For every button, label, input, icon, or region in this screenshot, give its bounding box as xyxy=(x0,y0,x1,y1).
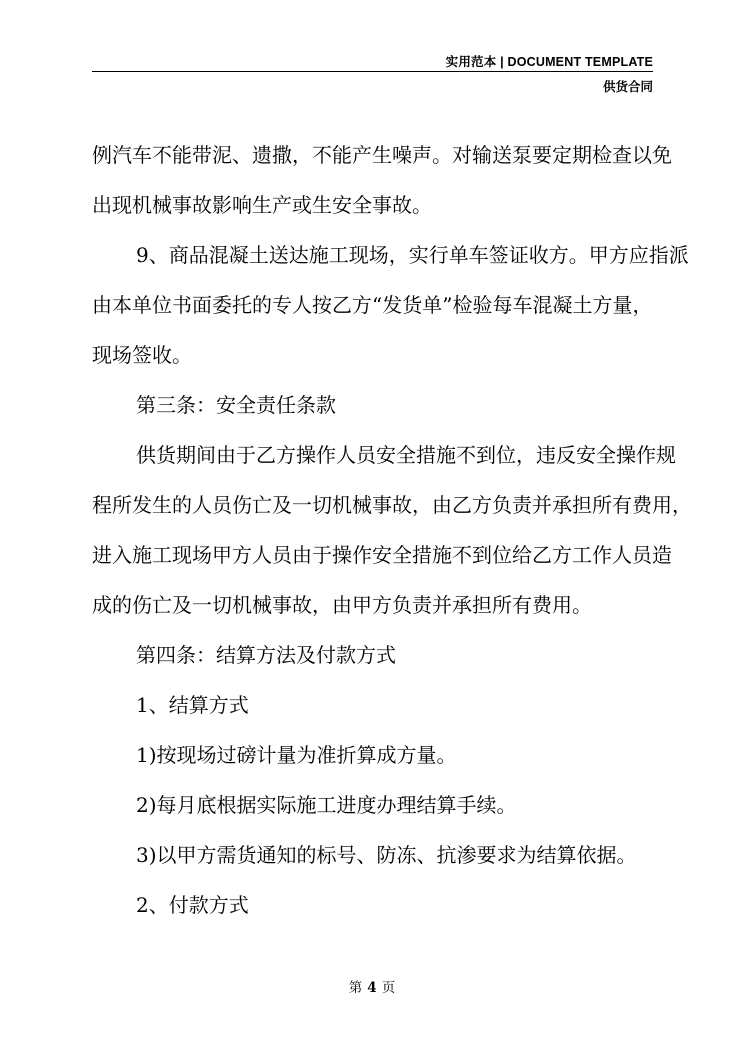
body-line-8: 程所发生的人员伤亡及一切机械事故，由乙方负责并承担所有费用， xyxy=(92,493,692,517)
page-footer xyxy=(0,976,744,996)
body-line-9: 进入施工现场甲方人员由于操作安全措施不到位给乙方工作人员造 xyxy=(92,543,672,567)
subheading-settlement-method: 1、结算方式 xyxy=(136,693,249,717)
body-line-7: 供货期间由于乙方操作人员安全措施不到位，违反安全操作规 xyxy=(136,443,676,467)
subheading-payment-method: 2、付款方式 xyxy=(136,893,249,917)
body-line-1: 例汽车不能带泥、遗撒，不能产生噪声。对输送泵要定期检查以免 xyxy=(92,143,672,167)
body-line-10: 成的伤亡及一切机械事故，由甲方负责并承担所有费用。 xyxy=(92,593,592,617)
header-rule xyxy=(92,71,653,72)
footer-prefix: 第 xyxy=(348,980,363,996)
header-template-label: 实用范本 | DOCUMENT TEMPLATE xyxy=(445,55,653,69)
body-line-2: 出现机械事故影响生产或生安全事故。 xyxy=(92,193,432,217)
body-line-5: 现场签收。 xyxy=(92,343,192,367)
section-heading-article-3: 第三条：安全责任条款 xyxy=(136,393,336,417)
list-item-1: 1)按现场过磅计量为准折算成方量。 xyxy=(136,743,457,767)
page-number: 4 xyxy=(367,980,377,996)
section-heading-article-4: 第四条：结算方法及付款方式 xyxy=(136,643,396,667)
list-item-3: 3)以甲方需货通知的标号、防冻、抗渗要求为结算依据。 xyxy=(136,843,637,867)
list-item-2: 2)每月底根据实际施工进度办理结算手续。 xyxy=(136,793,517,817)
page-header xyxy=(92,52,653,96)
header-document-title: 供货合同 xyxy=(602,80,653,94)
body-line-3: 9、商品混凝土送达施工现场，实行单车签证收方。甲方应指派 xyxy=(136,243,689,267)
body-line-4: 由本单位书面委托的专人按乙方“发货单”检验每车混凝土方量， xyxy=(92,293,653,317)
footer-suffix: 页 xyxy=(381,980,396,996)
